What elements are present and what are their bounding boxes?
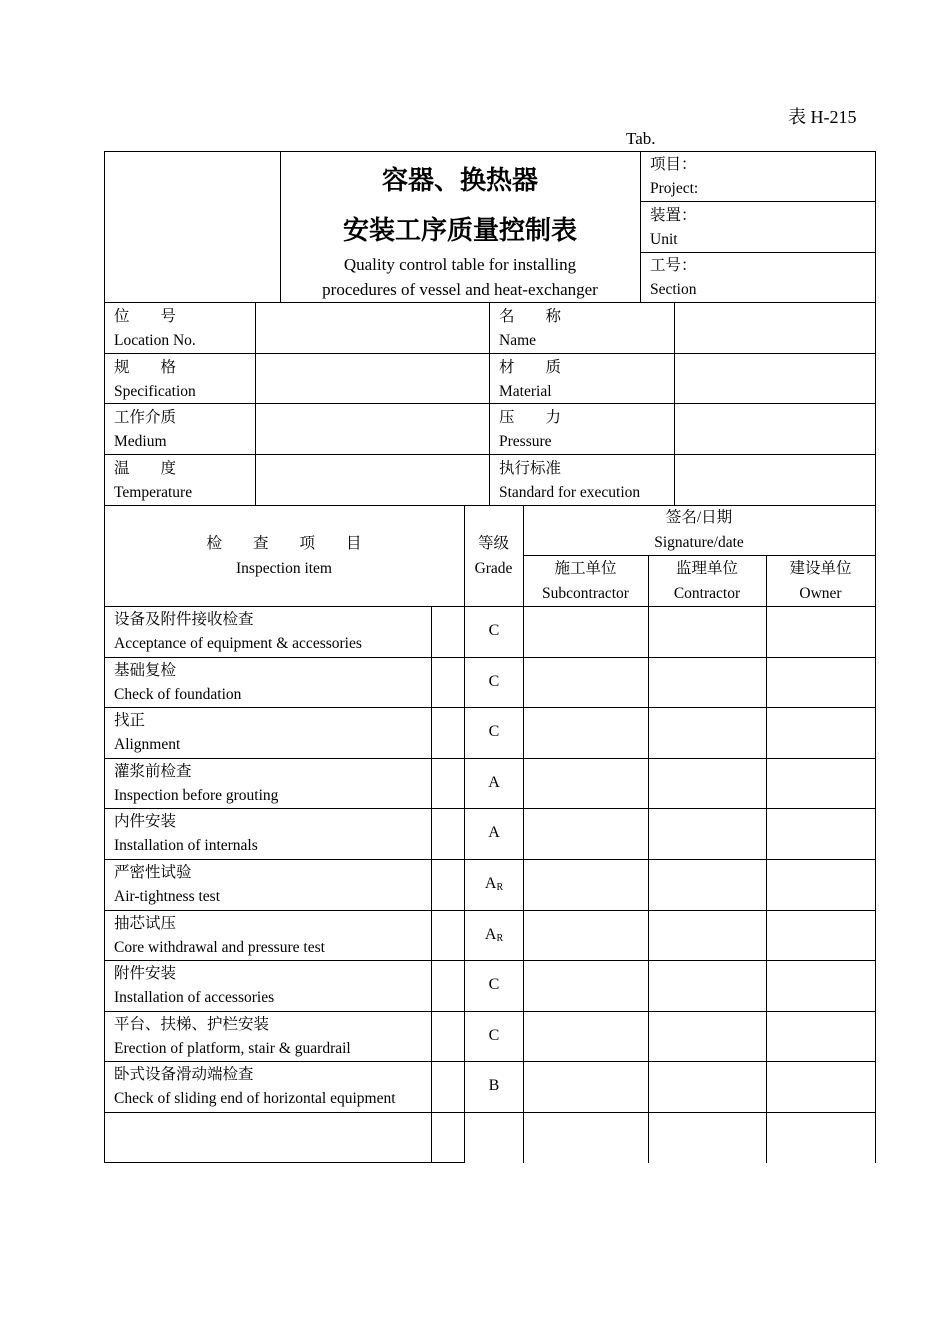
row-grade [465, 673, 523, 691]
row-item-zh: 附件安装 [114, 965, 177, 983]
divider [104, 353, 876, 354]
row-item-en: Check of foundation [114, 685, 242, 703]
row-item-zh: 内件安装 [114, 813, 177, 831]
row-grade [465, 976, 523, 994]
grade-letter: A [484, 925, 497, 943]
signature-header-en: Signature/date [654, 534, 744, 551]
grade-subscript: R [496, 882, 504, 893]
owner-header-zh: 建设单位 [789, 560, 852, 577]
standard-label-zh: 执行标准 [499, 460, 562, 477]
row-grade [465, 1077, 523, 1095]
row-grade [465, 1027, 523, 1045]
inspection-item-header-en: Inspection item [236, 560, 332, 577]
divider [640, 201, 876, 202]
row-item-zh: 卧式设备滑动端检查 [114, 1066, 254, 1084]
row-item-en: Alignment [114, 736, 181, 754]
row-item-en: Check of sliding end of horizontal equipment [114, 1090, 396, 1108]
title-en-line2: procedures of vessel and heat-exchanger [322, 280, 598, 299]
spec-label-en: Specification [114, 383, 196, 400]
divider [104, 707, 876, 708]
title-en-line1: Quality control table for installing [343, 255, 577, 274]
grade-letter: C [488, 1026, 500, 1044]
grade-letter: C [488, 723, 500, 741]
divider [523, 555, 875, 556]
grade-header-en: Grade [474, 560, 513, 577]
contractor-header-en: Contractor [673, 585, 741, 602]
row-grade [465, 622, 523, 640]
section-label-en: Section [650, 281, 697, 298]
divider [104, 505, 105, 1163]
form-number: 表 H-215 [788, 107, 857, 127]
divider [104, 1162, 465, 1163]
row-item-en: Core withdrawal and pressure test [114, 938, 325, 956]
divider [104, 403, 876, 404]
divider [104, 1061, 876, 1062]
divider [104, 859, 876, 860]
material-label-en: Material [499, 383, 552, 400]
location-label-en: Location No. [114, 332, 196, 349]
row-grade [465, 926, 523, 944]
unit-label-en: Unit [650, 231, 678, 248]
grade-letter: A [484, 875, 497, 892]
material-label-zh: 材 质 [499, 359, 562, 376]
contractor-header-zh: 监理单位 [675, 560, 738, 577]
project-label-zh: 项目： [650, 156, 697, 173]
subcontractor-header-en: Subcontractor [542, 585, 629, 602]
divider [104, 758, 876, 759]
section-label-zh: 工号： [650, 257, 697, 274]
divider [640, 151, 641, 303]
row-grade [465, 875, 523, 893]
grade-letter: A [488, 773, 500, 791]
row-item-en: Inspection before grouting [114, 786, 279, 804]
title-zh-line2: 安装工序质量控制表 [342, 216, 577, 246]
divider [104, 454, 876, 455]
spec-label-zh: 规 格 [114, 359, 177, 376]
divider [104, 910, 876, 911]
unit-label-zh: 装置： [650, 207, 697, 224]
pressure-label-en: Pressure [499, 433, 552, 450]
row-item-zh: 设备及附件接收检查 [114, 611, 254, 628]
pressure-label-zh: 压 力 [499, 409, 562, 426]
project-label-en: Project: [650, 180, 699, 197]
divider [674, 302, 675, 506]
grade-letter: C [488, 976, 500, 994]
name-label-zh: 名 称 [499, 308, 562, 325]
row-item-zh: 基础复检 [114, 661, 177, 679]
medium-label-zh: 工作介质 [114, 409, 177, 426]
row-item-zh: 抽芯试压 [114, 914, 177, 932]
standard-label-en: Standard for execution [499, 484, 641, 501]
row-item-en: Installation of internals [114, 837, 258, 855]
inspection-item-header-zh: 检 查 项 目 [206, 535, 362, 552]
divider [489, 302, 490, 506]
divider [431, 606, 432, 1163]
divider [104, 657, 876, 658]
grade-letter: C [488, 672, 500, 690]
grade-letter: B [488, 1077, 500, 1095]
grade-letter: A [488, 824, 500, 842]
divider [255, 302, 256, 506]
row-item-en: Air-tightness test [114, 888, 221, 905]
divider [104, 808, 876, 809]
subcontractor-header-zh: 施工单位 [554, 560, 617, 577]
divider [640, 252, 876, 253]
tab-label: Tab. [626, 129, 656, 148]
divider [104, 960, 876, 961]
temperature-label-zh: 温 度 [114, 460, 177, 477]
row-grade [465, 723, 523, 741]
row-item-zh: 找正 [114, 712, 146, 730]
name-label-en: Name [499, 332, 537, 349]
row-grade [465, 824, 523, 842]
divider [104, 1112, 876, 1113]
divider [875, 505, 876, 1163]
owner-header-en: Owner [799, 585, 842, 602]
row-item-en: Acceptance of equipment & accessories [114, 635, 362, 652]
location-label-zh: 位 号 [114, 308, 177, 325]
title-zh-line1: 容器、换热器 [381, 166, 538, 196]
divider [104, 1011, 876, 1012]
grade-header-zh: 等级 [477, 535, 509, 552]
info-block [104, 302, 876, 506]
row-grade [465, 774, 523, 792]
medium-label-en: Medium [114, 433, 167, 450]
row-item-zh: 灌浆前检查 [114, 762, 192, 780]
grade-subscript: R [496, 932, 504, 944]
row-item-en: Installation of accessories [114, 989, 275, 1007]
grade-letter: C [488, 622, 500, 639]
row-item-zh: 严密性试验 [114, 864, 192, 881]
temperature-label-en: Temperature [114, 484, 193, 501]
row-item-zh: 平台、扶梯、护栏安装 [114, 1015, 270, 1033]
signature-header-zh: 签名/日期 [665, 509, 733, 526]
divider [104, 606, 876, 607]
row-item-en: Erection of platform, stair & guardrail [114, 1039, 351, 1057]
